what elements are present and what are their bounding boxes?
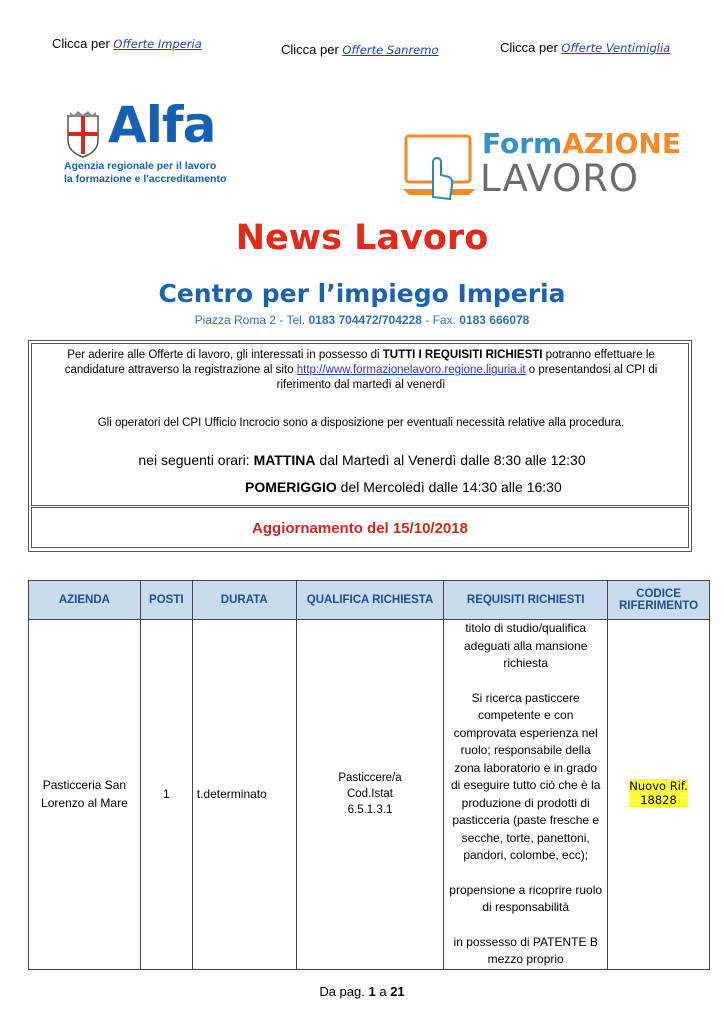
header-requisiti: REQUISITI RICHIESTI xyxy=(444,581,608,620)
center-address: Piazza Roma 2 - Tel. 0183 704472/704228 - Fax. 0183 666078 xyxy=(194,313,530,327)
info-paragraph-operators: Gli operatori del CPI Ufficio Incrocio sono a disposizione per eventuali necessità relative alla procedura. xyxy=(97,417,625,429)
offerte-sanremo-link[interactable]: Offerte Sanremo xyxy=(342,43,439,57)
codice-highlight: Nuovo Rif. 18828 xyxy=(629,779,688,808)
top-link-prefix: Clicca per xyxy=(52,36,110,51)
alfa-logo-subtitle: Agenzia regionale per il lavoro la formazione e l'accreditamento xyxy=(64,160,227,185)
top-link-prefix: Clicca per xyxy=(281,42,339,57)
table-header-row xyxy=(29,581,710,620)
formazionelavoro-link[interactable]: http://www.formazionelavoro.regione.liguria.it xyxy=(296,364,526,376)
offerte-imperia-link[interactable]: Offerte Imperia xyxy=(113,37,202,51)
header-qualifica: QUALIFICA RICHIESTA xyxy=(296,581,444,620)
header-codice: CODICE RIFERIMENTO xyxy=(608,581,710,620)
info-paragraph-application: Per aderire alle Offerte di lavoro, gli interessati in possesso di TUTTI I REQUISITI RICHIESTI potranno effettuare le candidature attraverso la registrazione al sito http://www.formazionelavoro.regione.liguria.it o presentandosi al CPI di riferimento dal martedì al venerdì xyxy=(64,349,658,391)
formazione-logo-bottom: LAVORO xyxy=(480,157,640,200)
center-title: Centro per l’impiego Imperia xyxy=(158,279,566,308)
top-link-ventimiglia[interactable] xyxy=(500,40,670,55)
update-date: Aggiornamento del 15/10/2018 xyxy=(252,520,468,537)
cell-azienda: Pasticceria San Lorenzo al Mare xyxy=(29,620,141,970)
top-link-sanremo[interactable] xyxy=(281,42,439,57)
cell-qualifica: Pasticcere/a Cod.Istat 6.5.1.3.1 xyxy=(296,620,444,970)
alfa-logo-word: Alfa xyxy=(108,96,216,154)
news-title: News Lavoro xyxy=(235,218,489,258)
cell-durata: t.determinato xyxy=(192,620,296,970)
offerte-ventimiglia-link[interactable]: Offerte Ventimiglia xyxy=(561,41,671,55)
table-row xyxy=(29,620,710,970)
hours-afternoon: POMERIGGIO del Mercoledì dalle 14:30 alle 16:30 xyxy=(245,479,562,495)
top-link-prefix: Clicca per xyxy=(500,40,558,55)
page-counter: Da pag. 1 a 21 xyxy=(319,984,405,999)
liguria-shield-icon xyxy=(64,110,102,158)
header-posti: POSTI xyxy=(140,581,192,620)
formazione-logo-top: FormAZIONE xyxy=(482,127,681,160)
monitor-hand-icon xyxy=(403,133,475,201)
header-azienda: AZIENDA xyxy=(29,581,141,620)
hours-morning: nei seguenti orari: MATTINA dal Martedì al Venerdì dalle 8:30 alle 12:30 xyxy=(138,452,586,468)
cell-requisiti: titolo di studio/qualifica adeguati alla mansione richiesta Si ricerca pasticcere competente e con comprovata esperienza nel ruolo; responsabile della zona laboratorio e in grado di eseguire tutto ciò che è la produzione di prodotti di pasticceria (paste fresche e secche, torte, panettoni, pandori, colombe, ecc); propensione a ricoprire ruolo di responsabilità in possesso di PATENTE B mezzo proprio xyxy=(444,620,608,970)
header-durata: DURATA xyxy=(192,581,296,620)
cell-posti: 1 xyxy=(140,620,192,970)
offers-table xyxy=(28,580,710,970)
cell-codice xyxy=(608,620,710,970)
top-link-imperia[interactable] xyxy=(52,36,202,51)
